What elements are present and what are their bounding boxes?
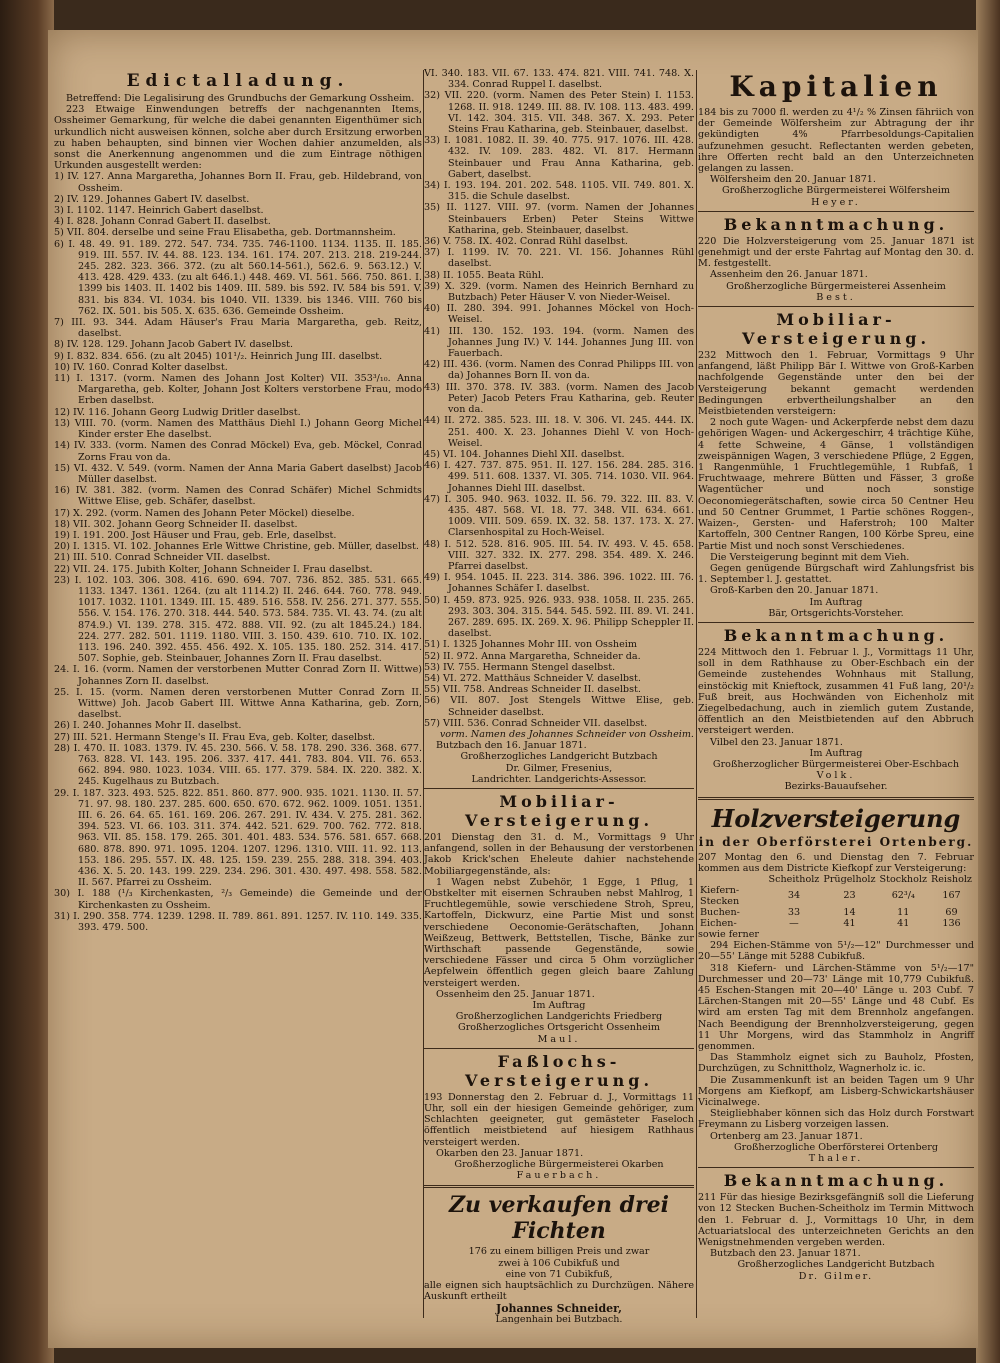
edict-item: 56) VII. 807. Jost Stengels Wittwe Elise, geb. Schneider daselbst. [424,695,694,718]
holz-table-cell: 167 [942,890,961,902]
page-edge [976,0,1000,1363]
divider [698,306,974,307]
edict-item: 55) VII. 758. Andreas Schneider II. daselbst. [424,684,641,696]
edict-item: 16) IV. 381. 382. (vorm. Namen des Conrad Schäfer) Michel Schmidts Wittwe Elise, geb. Schäfer, daselbst. [54,485,422,508]
holz-table-cell: 23 [843,890,856,902]
edict-item: 34) I. 193. 194. 201. 202. 548. 1105. VII. 749. 801. X. 315. die Schule daselbst. [424,180,694,203]
bekanntmachung-text: 220 Die Holzversteigerung vom 25. Januar 1871 ist genehmigt und der erste Fahrtag auf Montag den 30. d. M. festgestellt. [698,235,974,270]
edict-item: 43) III. 370. 378. IV. 383. (vorm. Namen des Jacob Peter) Jacob Peters Frau Katharina, geb. Reuter von da. [424,381,694,416]
edict-item: 6) I. 48. 49. 91. 189. 272. 547. 734. 735. 746-1100. 1134. 1135. II. 185. 919. III. 557. IV. 44. 88. 123. 134. 161. 174. 207. 213. 218. 219-244. 245. 282. 323. 366. 372. (zu alt 560.14-561.), 562.6. 9. 563.12.) V. 413. 428. 429. 433. (zu alt 646.1.) 448. 469. VI. 561. 566. 750. 861. I. 1399 bis 1403. II. 1402 bis 1409. III. 589. bis 592. IV. 584 bis 591. V. 831. bis 834. VI. 1034. bis 1040. VII. 1339. bis 1346. VIII. 760 bis 762. IX. 501. bis 505. X. 635. 636. Gemeinde Ossheim. [54,238,422,317]
holz-date: Ortenberg am 23. Januar 1871. [710,1130,863,1142]
edict-item-list-cont [424,68,694,729]
newspaper-page [48,30,978,1348]
sale-place: Langenhain bei Butzbach. [495,1313,623,1325]
edict-item: 57) VIII. 536. Conrad Schneider VII. daselbst. [424,717,648,729]
holz-text: 294 Eichen-Stämme von 5¹/₂—12" Durchmesser und 20—55' Länge mit 5288 Cubikfuß. [698,940,974,963]
divider [698,622,974,623]
mobiliar2-sig: Im Auftrag [809,596,863,608]
bekanntmachung3-date: Butzbach den 23. Januar 1871. [710,1248,861,1260]
kapitalien-date: Wölfersheim den 20. Januar 1871. [710,174,876,186]
edict-item: 48) I. 512. 528. 816. 905. III. 54. IV. 493. V. 45. 658. VIII. 327. 332. IX. 277. 298. 354. 489. X. 246. Pfarrei daselbst. [424,538,694,572]
book-binding [0,0,54,1363]
mobiliar2-title: Mobiliar-Versteigerung. [741,310,931,349]
edict-item: 20) I. 1315. VI. 102. Johannes Erle Wittwe Christine, geb. Müller, daselbst. [54,541,419,553]
edict-title: Edictalladung. [126,71,350,91]
edict-item: 36) V. 758. IX. 402. Conrad Rühl daselbst. [424,236,628,248]
holz-table-header: Scheitholz [768,873,820,885]
edict-item: 14) IV. 333. (vorm. Namen des Conrad Möckel) Eva, geb. Möckel, Conrad Zorns Frau von da. [54,440,422,463]
column-middle [424,68,694,1325]
bekanntmachung2-sig: Volk. [816,770,856,782]
edict-item: 13) VIII. 70. (vorm. Namen des Matthäus Diehl I.) Johann Georg Michel Kinder erster Ehe daselbst. [54,417,422,441]
edict-item: VI. 340. 183. VII. 67. 133. 474. 821. VIII. 741. 748. X. 334. Conrad Ruppel I. daselbst. [424,68,694,91]
holz-table-cell: 33 [787,906,801,918]
edict-item: 3) I. 1102. 1147. Heinrich Gabert daselbst. [54,205,264,217]
court-signature-names: Dr. Gilmer, Fresenius, [505,762,613,774]
divider [698,1167,974,1168]
bekanntmachung2-title: Bekanntmachung. [723,625,949,645]
bekanntmachung2-sig: Im Auftrag [809,747,863,759]
edict-item: 22) VII. 24. 175. Jubith Kolter, Johann Schneider I. Frau daselbst. [54,563,373,575]
edict-subject: Betreffend: Die Legalisirung des Grundbuchs der Gemarkung Ossheim. [66,93,415,104]
divider [424,788,694,789]
edict-item: 52) II. 972. Anna Margaretha, Schneider da. [424,650,641,662]
edict-item: 50) I. 459. 873. 925. 926. 933. 938. 1058. II. 235. 265. 293. 303. 304. 315. 544. 545. 592. III. 89. VI. 241. 267. 289. 695. IX. 269. X. 96. Philipp Scheppler II. daselbst. [424,594,694,640]
bekanntmachung-title: Bekanntmachung. [723,214,949,234]
edict-item: 28) I. 470. II. 1083. 1379. IV. 45. 230. 566. V. 58. 178. 290. 336. 368. 677. 763. 828. VI. 143. 195. 206. 337. 417. 441. 783. 804. VII. 76. 653. 662. 894. 980. 1023. 1034. VIII. 65. 177. 379. 584. IX. 220. 382. X. 245. Kugelhaus zu Butzbach. [54,742,422,788]
edict-item: 27) III. 521. Hermann Stenge's II. Frau Eva, geb. Kolter, daselbst. [54,731,376,743]
edict-item: 19) I. 191. 200. Jost Häuser und Frau, geb. Erle, daselbst. [54,529,337,541]
holz-title: Holzversteigerung [711,803,961,833]
bekanntmachung3-title: Bekanntmachung. [723,1171,949,1191]
edict-item: 42) III. 436. (vorm. Namen des Conrad Philipps III. von da) Johannes Born II. von da. [424,359,694,382]
mobiliar-sig: Im Auftrag [532,1000,586,1012]
bekanntmachung2-date: Vilbel den 23. Januar 1871. [710,736,843,748]
mobiliar2-text: 232 Mittwoch den 1. Februar, Vormittags 9 Uhr anfangend, läßt Philipp Bär I. Wittwe von Groß-Karben nachfolgende Gegenstände unter den bei der Versteigerung bekannt gemacht werdenden Bedingungen erbvertheilungshalber an den Meistbietenden versteigern: [698,350,974,418]
edict-item: 54) VI. 272. Matthäus Schneider V. daselbst. [424,672,641,684]
edict-item: 51) I. 1325 Johannes Mohr III. von Ossheim [424,639,637,651]
holz-table-row [698,907,974,918]
holz-table-header: Stockholz [879,873,928,885]
edict-item: 47) I. 305. 940. 963. 1032. II. 56. 79. 322. III. 83. V. 435. 487. 568. VI. 18. 77. 348. VII. 634. 661. 1009. VIII. 509. 659. IX. 32. 58. 137. 173. X. 27. Clarsenhospital zu Hoch-Weisel. [424,493,694,539]
holz-text: sowie ferner [698,928,759,940]
kapitalien-title: Kapitalien [729,70,943,103]
edict-item: 4) I. 828. Johann Conrad Gabert II. daselbst. [54,216,271,228]
divider [424,1185,694,1188]
holz-subtitle: in der Oberförsterei Ortenberg. [698,834,974,849]
bekanntmachung-date: Assenheim den 26. Januar 1871. [710,269,868,281]
edict-item: 7) III. 93. 344. Adam Häuser's Frau Maria Margaretha, geb. Reitz, daselbst. [54,317,422,340]
holz-table-cell: 11 [897,906,910,918]
bekanntmachung-sig: Großherzogliche Bürgermeisterei Assenheim [726,280,946,292]
edict-item: 17) X. 292. (vorm. Namen des Johann Peter Möckel) dieselbe. [54,507,355,519]
sale-title: Zu verkaufen drei Fichten [448,1192,670,1245]
mobiliar-sig: Großherzoglichen Landgerichts Friedberg [455,1011,663,1023]
column-divider [696,70,697,1318]
holz-text: 318 Kiefern- und Lärchen-Stämme von 5¹/₂—17" Durchmesser und 20—73' Länge mit 10,779 Cubikfuß. 45 Eschen-Stangen mit 20—40' Länge u. 203 Cubf. 7 Lärchen-Stangen mit 20—55' Länge und 48 Cubf. Es wird am ersten Tag mit dem Brennholz angefangen. Nach Beendigung der Brennholzversteigerung, gegen 11 Uhr Morgens, wird das Stammholz in Angriff genommen. [698,962,974,1052]
holz-sig: Thaler. [808,1153,864,1165]
edict-item: 39) X. 329. (vorm. Namen des Heinrich Bernhard zu Butzbach) Peter Häuser V. von Nieder-Weisel. [424,280,694,304]
holz-table-cell: Eichen- [700,917,737,929]
mobiliar2-date: Groß-Karben den 20. Januar 1871. [710,585,879,597]
edict-item: 9) I. 832. 834. 656. (zu alt 2045) 101¹/₂. Heinrich Jung III. daselbst. [54,350,383,362]
edict-item: 49) I. 954. 1045. II. 223. 314. 386. 396. 1022. III. 76. Johannes Schäfer I. daselbst. [424,572,694,595]
holz-table-cell: — [789,917,799,929]
holz-table-cell: 41 [843,917,856,929]
mobiliar2-begin: Die Versteigerung beginnt mit dem Vieh. [710,551,910,563]
edict-item: 15) VI. 432. V. 549. (vorm. Namen der Anna Maria Gabert daselbst) Jacob Müller daselbst. [54,462,422,485]
mobiliar-sig: Großherzogliches Ortsgericht Ossenheim [458,1022,660,1034]
fassloch-title: Faßlochs-Versteigerung. [464,1051,654,1090]
court-date: Butzbach den 16. Januar 1871. [436,740,587,752]
holz-table [698,874,974,929]
edict-item: 30) I. 188 (¹/₃ Kirchenkasten, ²/₃ Gemeinde) die Gemeinde und der Kirchenkasten zu Ossheim. [54,888,422,911]
sale-text: eine von 71 Cubikfuß, [505,1268,613,1280]
holz-text: Das Stammholz eignet sich zu Bauholz, Pfosten, Durchzügen, zu Schnittholz, Wagnerholz ic. ic. [698,1052,974,1075]
mobiliar2-pay: Gegen genügende Bürgschaft wird Zahlungsfrist bis 1. September l. J. gestattet. [698,562,974,586]
divider [698,797,974,800]
mobiliar2-sig: Bär, Ortsgerichts-Vorsteher. [768,607,904,619]
edict-item: 10) IV. 160. Conrad Kolter daselbst. [54,361,228,373]
edict-item: 37) I. 1199. IV. 70. 221. VI. 156. Johannes Rühl daselbst. [424,247,694,270]
holz-table-header: Prügelholz [823,873,876,885]
fassloch-sig: Fauerbach. [516,1170,602,1182]
side-note: vorm. Namen des Johannes Schneider von Ossheim. [439,728,694,740]
edict-item: 45) VI. 104. Johannes Diehl XII. daselbst. [424,448,625,460]
holz-table-cell: Kiefern-Stecken [700,884,740,907]
edict-item: 12) IV. 116. Johann Georg Ludwig Dritler daselbst. [54,406,301,418]
edict-item: 40) II. 280. 394. 991. Johannes Möckel von Hoch-Weisel. [424,303,694,326]
edict-item: 31) I. 290. 358. 774. 1239. 1298. II. 789. 861. 891. 1257. IV. 110. 149. 335. 393. 479. 500. [54,910,422,934]
edict-item: 2) IV. 129. Johannes Gabert IV. daselbst. [54,193,250,205]
edict-item-list [54,171,422,933]
edict-item: 26) I. 240. Johannes Mohr II. daselbst. [54,720,242,732]
holz-table-header: Reisholz [931,873,972,885]
holz-table-cell: 136 [942,917,961,929]
fassloch-date: Okarben den 23. Januar 1871. [436,1147,584,1159]
edict-item: 23) I. 102. 103. 306. 308. 416. 690. 694. 707. 736. 852. 385. 531. 665. 1133. 1347. 1361. 1264. (zu alt 1114.2) II. 246. 644. 760. 778. 949. 1017. 1032. 1101. 1349. III. 15. 489. 516. 558. IV. 256. 271. 377. 555. 556. V. 154. 176. 270. 318. 444. 540. 573. 584. 735. VI. 43. 74. (zu alt 874.9.) VI. 139. 278. 315. 472. 888. VII. 92. (zu alt 1845.24.) 184. 224. 277. 282. 501. 1119. 1180. VIII. 3. 150. 439. 610. 710. IX. 102. 113. 196. 240. 392. 455. 456. 492. X. 105. 135. 180. 252. 314. 417. 507. Sophie, geb. Steinbauer, Johannes Zorn II. Frau daselbst. [54,574,422,665]
holz-text: Die Zusammenkunft ist an beiden Tagen um 9 Uhr Morgens am Kiefkopf, am Lisberg-Schwickartshäuser Vicinalwege. [698,1074,974,1109]
bekanntmachung2-text: 224 Mittwoch den 1. Februar l. J., Vormittags 11 Uhr, soll in dem Rathhause zu Ober-Eschbach ein der Gemeinde zustehendes Wohnhaus mit Stallung, einstöckig mit Knieftock, zusammen 41 Fuß lang, 20¹/₂ Fuß breit, aus Hochwänden von Eichenholz mit Ziegelbedachung, auch in ziemlich gutem Zustande, öffentlich an den Meistbietenden auf den Abbruch versteigert werden. [698,646,974,737]
bekanntmachung-sig: Best. [816,291,856,303]
edict-item: 41) III. 130. 152. 193. 194. (vorm. Namen des Johannes Jung IV.) V. 144. Johannes Jung III. von Fauerbach. [424,325,694,360]
mobiliar2-items: 2 noch gute Wagen- und Ackerpferde nebst dem dazu gehörigen Wagen- und Ackergeschirr, 4 trächtige Kühe, 4 fette Schweine, 4 Gänse, 1 vollständigen zweispännigen Wagen, 3 verschiedene Pflüge, 2 Eggen, 1 Rangenmühle, 1 Fruchtlegemühle, 1 Rubfaß, 1 Fruchtwaage, mehrere Bütten und Fässer, 3 große Wagentücher und noch sonstige Oeconomiegerätschaften, sowie circa 50 Centner Heu und 50 Centner Grummet, 1 Partie schönes Roggen-, Waizen-, Gersten- und Haferstroh; 100 Malter Kartoffeln, 300 Centner Rangen, 100 Körbe Spreu, eine Partie Mist und noch sonst Verschiedenes. [698,417,974,552]
mobiliar-sig: Maul. [537,1033,581,1045]
edict-item: 5) VII. 804. derselbe und seine Frau Elisabetha, geb. Dortmannsheim. [54,227,396,239]
edict-item: 11) I. 1317. (vorm. Namen des Johann Jost Kolter) VII. 353³/₁₀. Anna Margaretha, geb. Kolter, Johann Jost Kolters verstorbene Frau, modo Erben daselbst. [54,373,422,407]
edict-intro: 223 Etwaige Einwendungen betreffs der nachgenannten Items, Ossheimer Gemarkung, für welche die dabei genannten Eigenthümer sich urkundlich nicht ausweisen können, solche aber durch Ersitzung erworben zu haben behaupten, sind binnen vier Wochen dahier anzumelden, als sonst die Anerkennung angenommen und die zum Eintrage nöthigen Urkunden ausgestellt werden: [54,104,422,172]
holz-table-row [698,918,974,929]
holz-table-header [698,874,767,885]
edict-item: 32) VII. 220. (vorm. Namen des Peter Stein) I. 1153. 1268. II. 918. 1249. III. 88. IV. 108. 113. 483. 499. VI. 142. 304. 315. VII. 348. 367. X. 293. Peter Steins Frau Katharina, geb. Steinbauer, daselbst. [424,90,694,136]
mobiliar-date: Ossenheim den 25. Januar 1871. [436,988,595,1000]
kapitalien-sig: Heyer. [811,196,861,208]
edict-item: 29. I. 187. 323. 493. 525. 822. 851. 860. 877. 900. 935. 1021. 1130. II. 57. 71. 97. 98. 180. 237. 285. 600. 650. 670. 672. 962. 1009. 1051. 1351. III. 6. 26. 64. 65. 161. 169. 206. 267. 291. IV. 434. V. 275. 281. 362. 394. 523. VI. 66. 103. 311. 374. 442. 521. 629. 700. 762. 772. 818. 963. VII. 85. 158. 179. 265. 301. 401. 483. 534. 576. 581. 657. 668. 680. 878. 890. 971. 1095. 1204. 1207. 1296. 1310. VIII. 11. 92. 113. 153. 186. 295. 557. IX. 48. 125. 159. 239. 255. 288. 318. 394. 403. 436. X. 5. 20. 143. 199. 229. 234. 296. 301. 430. 497. 498. 558. 582. II. 567. Pfarrei zu Ossheim. [54,787,422,889]
edict-item: 21) III. 510. Conrad Schneider VII. daselbst. [54,552,271,564]
edict-item: 1) IV. 127. Anna Margaretha, Johannes Born II. Frau, geb. Hildebrand, von Ossheim. [54,171,422,194]
holz-table-cell: 41 [897,917,910,929]
sale-text: alle eignen sich hauptsächlich zu Durchzügen. Nähere Auskunft ertheilt [424,1280,694,1303]
sale-text: zwei à 106 Cubikfuß und [498,1257,620,1269]
holz-sig: Großherzogliche Oberförsterei Ortenberg [734,1141,938,1153]
holz-table-row [698,885,974,907]
mobiliar-text: 201 Dienstag den 31. d. M., Vormittags 9 Uhr anfangend, sollen in der Behausung der verstorbenen Jakob Krick'schen Eheleute dahier nachstehende Mobiliargegenstände, als: [424,832,694,877]
bekanntmachung3-sig: Großherzogliches Landgericht Butzbach [737,1259,935,1271]
holz-table-cell: Buchen- [700,906,740,918]
edict-item: 25. I. 15. (vorm. Namen deren verstorbenen Mutter Conrad Zorn II. Wittwe) Joh. Jacob Gabert III. Wittwe Anna Katharina, geb. Zorn, daselbst. [54,686,422,721]
holz-table-cell: 14 [843,906,856,918]
kapitalien-sig: Großherzogliche Bürgermeisterei Wölfersheim [722,185,950,197]
court-signature: Großherzogliches Landgericht Butzbach [460,751,658,763]
bekanntmachung2-sig: Bezirks-Bauaufseher. [784,781,888,793]
holz-table-cell: 69 [945,906,958,918]
edict-item: 44) II. 272. 385. 523. III. 18. V. 306. VI. 245. 444. IX. 251. 400. X. 23. Johannes Diehl V. von Hoch-Weisel. [424,415,694,449]
sale-name: Johannes Schneider, [495,1301,622,1315]
edict-item: 18) VII. 302. Johann Georg Schneider II. daselbst. [54,518,298,530]
holz-table-cell: 34 [787,890,801,902]
bekanntmachung3-sig: Dr. Gilmer. [798,1270,874,1282]
holz-table-cell: 62³/₄ [891,890,915,902]
edict-item: 46) I. 427. 737. 875. 951. II. 127. 156. 284. 285. 316. 499. 511. 608. 1337. VI. 305. 714. 1030. VII. 964. Johannes Diehl III. daselbst. [424,460,694,494]
bekanntmachung3-text: 211 Für das hiesige Bezirksgefängniß soll die Lieferung von 12 Stecken Buchen-Scheitholz im Termin Mittwoch den 1. Februar d. J., Vormittags 10 Uhr, in dem Actuariatslocal des unterzeichneten Gerichts an den Wenigstnehmenden vergeben werden. [698,1192,974,1249]
edict-item: 38) II. 1055. Beata Rühl. [424,269,544,281]
holz-text: 207 Montag den 6. und Dienstag den 7. Februar kommen aus dem Districte Kiefkopf zur Versteigerung: [698,851,974,874]
column-right [698,68,974,1318]
bekanntmachung2-sig: Großherzoglicher Bürgermeisterei Ober-Eschbach [712,758,960,770]
divider [698,211,974,212]
edict-item: 35) II. 1127. VIII. 97. (vorm. Namen der Johannes Steinbauers Erben) Peter Steins Wittwe Katharina, geb. Steinbauer, daselbst. [424,202,694,236]
holz-text: Steigliebhaber können sich das Holz durch Forstwart Freymann zu Lisberg vorzeigen lassen. [698,1108,974,1131]
divider [424,1048,694,1049]
kapitalien-text: 184 bis zu 7000 fl. werden zu 4¹/₂ % Zinsen fähriich von der Gemeinde Wölfersheim zur Abtragung der ihr gekündigten 4% Pfarrbesoldungs-Capitalien aufzunehmen gesucht. Reflectanten werden gebeten, ihre Offerten recht bald an den Unterzeichneten gelangen zu lassen. [698,107,974,175]
edict-item: 33) I. 1081. 1082. II. 39. 40. 775. 917. 1076. III. 428. 432. IV. 109. 283. 482. VI. 817. Hermann Steinbauer und Frau Anna Katharina, geb. Gabert, daselbst. [424,135,694,180]
mobiliar-title: Mobiliar-Versteigerung. [464,792,654,830]
court-signature-titles: Landrichter. Landgerichts-Assessor. [471,773,647,785]
edict-item: 24. I. 16. (vorm. Namen der verstorbenen Mutter Conrad Zorn II. Wittwe) Johannes Zorn II. daselbst. [54,664,422,687]
fassloch-text: 193 Donnerstag den 2. Februar d. J., Vormittags 11 Uhr, soll ein der hiesigen Gemeinde gehöriger, zum Schlachten geeigneter, gut gemästeter Faseloch öffentlich meistbietend auf hiesigem Rathhaus versteigert werden. [424,1091,694,1148]
mobiliar-items: 1 Wagen nebst Zubehör, 1 Egge, 1 Pflug, 1 Obstkelter mit eisernen Schrauben nebst Mahlrog, 1 Fruchtlegemühle, sowie verschiedene Stroh, Spreu, Kartoffeln, Dickwurz, eine Partie Mist und sonst verschiedene Oeconomie-Gerätschaften, Johann Weißzeug, Bettwerk, Bettstellen, Tische, Bänke zur Wirthschaft passende Gegenstände, sowie verschiedene Fässer und circa 5 Ohm vorzüglicher Aepfelwein öffentlich gegen gleich baare Zahlung versteigert werden. [424,876,694,989]
edict-item: 8) IV. 128. 129. Johann Jacob Gabert IV. daselbst. [54,339,294,351]
edict-item: 53) IV. 755. Hermann Stengel daselbst. [424,661,616,673]
fassloch-sig: Großherzogliche Bürgermeisterei Okarben [454,1159,664,1171]
column-left [54,68,422,1318]
sale-text: 176 zu einem billigen Preis und zwar [468,1246,650,1258]
